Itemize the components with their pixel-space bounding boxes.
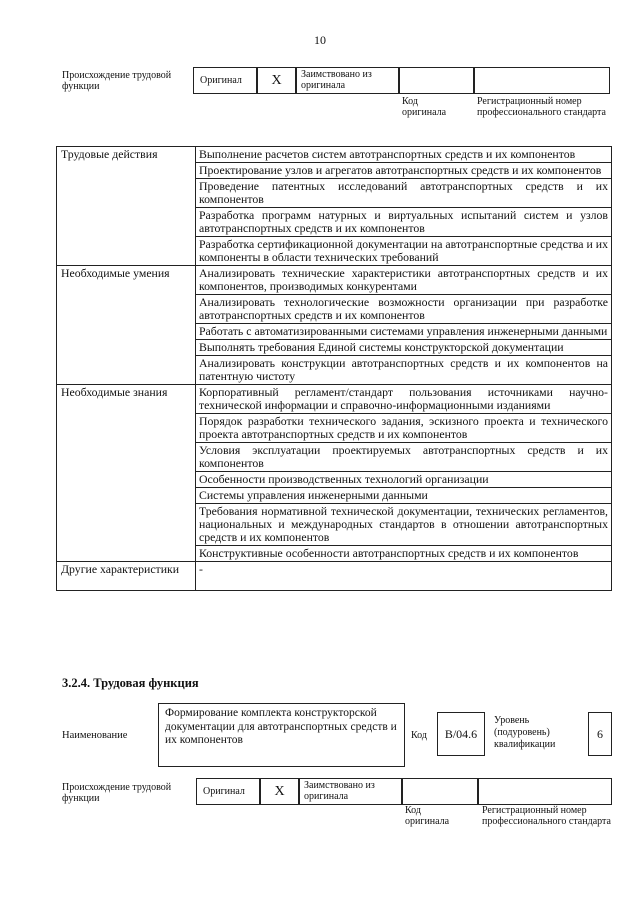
- table-cell: Проведение патентных исследований автотранспортных средств и их компонентов: [196, 179, 612, 208]
- table-cell: Разработка программ натурных и виртуальных испытаний систем и узлов автотранспортных средств и их компонентов: [196, 208, 612, 237]
- original-label: Оригинал: [196, 778, 260, 805]
- table-cell: Проектирование узлов и агрегатов автотранспортных средств и их компонентов: [196, 163, 612, 179]
- table-cell: Порядок разработки технического задания, эскизного проекта и технического проекта автотранспортных средств и их компонентов: [196, 414, 612, 443]
- table-cell: Анализировать технические характеристики автотранспортных средств и их компонентов, производимых конкурентами: [196, 266, 612, 295]
- labor-function-table: [56, 146, 612, 591]
- category-cell: Другие характеристики: [57, 562, 196, 591]
- borrowed-label: Заимствовано из оригинала: [296, 67, 399, 94]
- reg-cell: [474, 67, 610, 94]
- reg-number-label: Регистрационный номер профессионального стандарта: [477, 96, 606, 118]
- table-row: [57, 266, 612, 295]
- category-cell: Необходимые умения: [57, 266, 196, 385]
- original-mark: X: [260, 778, 299, 805]
- table-cell: Анализировать технологические возможности организации при разработке автотранспортных средств и их компонентов: [196, 295, 612, 324]
- borrowed-label: Заимствовано из оригинала: [299, 778, 402, 805]
- table-cell: Выполнение расчетов систем автотранспортных средств и их компонентов: [196, 147, 612, 163]
- section-heading: 3.2.4. Трудовая функция: [62, 676, 199, 690]
- origin-label: Происхождение трудовой функции: [62, 782, 172, 804]
- reg-number-label: Регистрационный номер профессионального стандарта: [482, 805, 611, 827]
- original-mark: X: [257, 67, 296, 94]
- origin-table: [193, 67, 633, 94]
- table-cell: Требования нормативной технической документации, технических регламентов, национальных и международных стандартов в отношении автотранспортных средств и их компонентов: [196, 504, 612, 546]
- table-cell: Корпоративный регламент/стандарт пользования источниками научно-технической информации и справочно-информационными изданиями: [196, 385, 612, 414]
- origin-label: Происхождение трудовой функции: [62, 70, 172, 92]
- code-original-label: Код оригинала: [402, 96, 447, 118]
- table-row: [57, 385, 612, 414]
- page-number: 10: [314, 33, 326, 47]
- category-cell: Необходимые знания: [57, 385, 196, 562]
- function-name: Формирование комплекта конструкторской документации для автотранспортных средств и их компонентов: [158, 703, 405, 767]
- level-label: Уровень (подуровень) квалификации: [494, 715, 556, 750]
- table-cell: Конструктивные особенности автотранспортных средств и их компонентов: [196, 546, 612, 562]
- table-row: [57, 147, 612, 163]
- category-cell: Трудовые действия: [57, 147, 196, 266]
- code-original-label: Код оригинала: [405, 805, 450, 827]
- origin-table: [196, 778, 612, 805]
- table-cell: Условия эксплуатации проектируемых автотранспортных средств и их компонентов: [196, 443, 612, 472]
- table-cell: -: [196, 562, 612, 591]
- table-cell: Выполнять требования Единой системы конструкторской документации: [196, 340, 612, 356]
- reg-cell: [478, 778, 612, 805]
- function-code: B/04.6: [437, 712, 485, 756]
- table-cell: Анализировать конструкции автотранспортных средств и их компонентов на патентную чистоту: [196, 356, 612, 385]
- table-cell: Разработка сертификационной документации на автотранспортные средства и их компоненты в области технических требований: [196, 237, 612, 266]
- name-label: Наименование: [62, 730, 128, 741]
- table-cell: Особенности производственных технологий организации: [196, 472, 612, 488]
- code-label: Код: [411, 730, 427, 741]
- table-row: [57, 562, 612, 591]
- original-label: Оригинал: [193, 67, 257, 94]
- table-cell: Системы управления инженерными данными: [196, 488, 612, 504]
- code-cell: [399, 67, 474, 94]
- level-value: 6: [588, 712, 612, 756]
- table-cell: Работать с автоматизированными системами управления инженерными данными: [196, 324, 612, 340]
- code-cell: [402, 778, 478, 805]
